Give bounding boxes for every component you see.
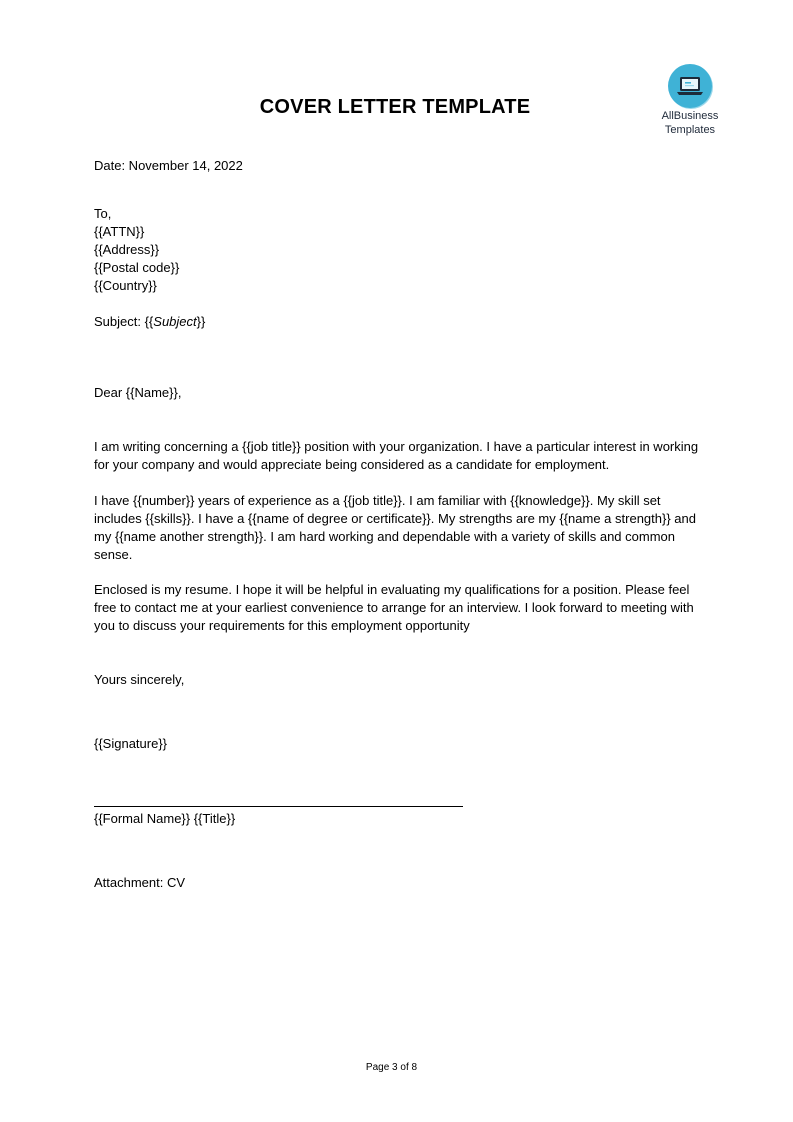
recipient-address: {{Address}} [94,242,160,257]
recipient-attn: {{ATTN}} [94,224,145,239]
logo-text-line1: AllBusiness [661,110,719,122]
signature-placeholder: {{Signature}} [94,736,168,751]
recipient-country: {{Country}} [94,278,157,293]
formal-name: {{Formal Name}} {{Title}} [94,811,236,826]
attachment-note: Attachment: CV [94,875,186,890]
recipient-postal-code: {{Postal code}} [94,260,180,275]
closing: Yours sincerely, [94,672,185,687]
subject-line [94,313,205,331]
subject-suffix: }} [196,314,206,329]
body-paragraph-3: Enclosed is my resume. I hope it will be helpful in evaluating my qualifications for a position. Please feel free to contact me at your earliest convenience to arrange for an interview. I look forward to meeting with you to discuss your requirements for this employment opportunity [94,582,694,633]
logo-text-line2: Templates [664,124,716,136]
body-paragraph-2: I have {{number}} years of experience as a {{job title}}. I am familiar with {{knowledge}}. My skill set includes {{skills}}. I have a {{name of degree or certificate}}. My strengths are my {{name a strength}} and my {{name another strength}}. I am hard working and dependable with a variety of skills and common sense. [94,493,696,562]
letter-date: Date: November 14, 2022 [94,158,243,173]
page-number: Page 3 of 8 [365,1062,418,1073]
page-title: COVER LETTER TEMPLATE [259,96,531,118]
signature-line [94,806,463,807]
salutation: Dear {{Name}}, [94,385,182,400]
subject-value: Subject [153,314,197,329]
laptop-icon [668,64,712,108]
brand-logo [650,64,730,136]
body-paragraph-1: I am writing concerning a {{job title}} position with your organization. I have a particular interest in working for your company and would appreciate being considered as a candidate for employment. [94,439,699,472]
recipient-to: To, [94,206,112,221]
subject-prefix: Subject: {{ [94,314,154,329]
